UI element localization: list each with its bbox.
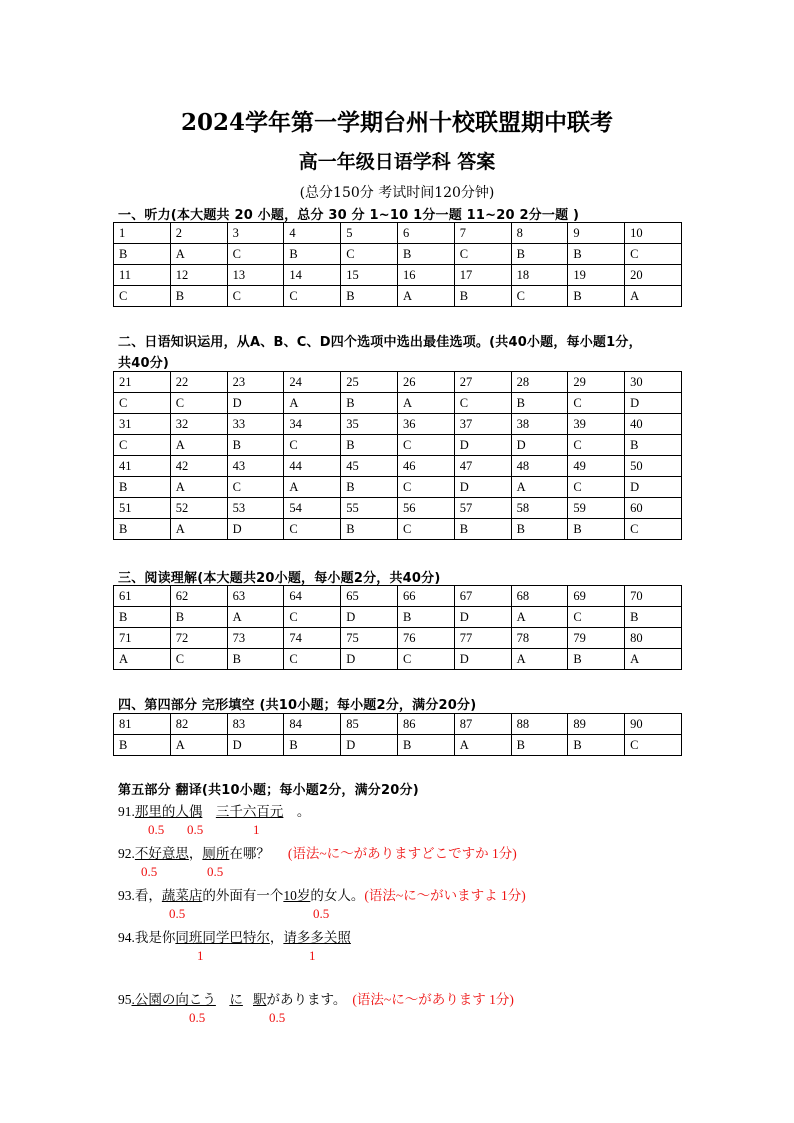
answer-cell: B — [114, 607, 171, 628]
question-number-cell: 51 — [114, 498, 171, 519]
q95-score-2: 0.5 — [269, 1010, 286, 1025]
answer-cell: D — [454, 435, 511, 456]
answer-cell: D — [454, 477, 511, 498]
question-number-row — [114, 265, 682, 286]
section-3-table — [113, 585, 682, 670]
question-number-cell: 52 — [170, 498, 227, 519]
answer-cell: C — [170, 649, 227, 670]
answer-cell: A — [170, 244, 227, 265]
q94-part-2: 请多多关照 — [283, 930, 351, 945]
question-92: 92.不好意思，厕所在哪？ (语法~に～がありますどこですか 1分) — [118, 846, 517, 861]
q94-score-2: 1 — [309, 948, 316, 963]
question-number-cell: 78 — [511, 628, 568, 649]
answer-cell: A — [170, 477, 227, 498]
q93-grammar-note: (语法~に～がいますよ 1分) — [364, 888, 526, 903]
question-number-cell: 41 — [114, 456, 171, 477]
section-4-heading: 四、第四部分 完形填空 (共10小题；每小题2分，满分20分) — [118, 698, 477, 713]
answer-cell: D — [341, 649, 398, 670]
answer-cell: B — [454, 286, 511, 307]
question-number-cell: 57 — [454, 498, 511, 519]
question-number-cell: 83 — [227, 714, 284, 735]
question-number-cell: 43 — [227, 456, 284, 477]
q93-score-2: 0.5 — [313, 906, 330, 921]
question-number-cell: 47 — [454, 456, 511, 477]
q95-part-3: 駅 — [253, 992, 267, 1007]
q92-score-1: 0.5 — [141, 864, 158, 879]
answer-cell: B — [114, 477, 171, 498]
question-number-cell: 22 — [170, 372, 227, 393]
question-number-cell: 80 — [625, 628, 682, 649]
q92-grammar-note: (语法~に～がありますどこですか 1分) — [287, 846, 517, 861]
answer-row — [114, 607, 682, 628]
answer-cell: B — [397, 244, 454, 265]
question-number-cell: 61 — [114, 586, 171, 607]
question-number-row — [114, 586, 682, 607]
answer-cell: B — [170, 607, 227, 628]
answer-cell: C — [227, 477, 284, 498]
answer-cell: D — [625, 477, 682, 498]
question-number-cell: 31 — [114, 414, 171, 435]
answer-cell: C — [341, 244, 398, 265]
answer-cell: C — [397, 519, 454, 540]
page-title: 2024学年第一学期台州十校联盟期中联考 — [180, 109, 613, 136]
answer-cell: C — [568, 435, 625, 456]
q92-score-2: 0.5 — [207, 864, 224, 879]
question-number-cell: 53 — [227, 498, 284, 519]
question-number-cell: 36 — [397, 414, 454, 435]
answer-cell: B — [511, 393, 568, 414]
question-number-cell: 1 — [114, 223, 171, 244]
answer-cell: B — [341, 286, 398, 307]
answer-cell: D — [511, 435, 568, 456]
question-number-cell: 14 — [284, 265, 341, 286]
answer-cell: C — [397, 649, 454, 670]
answer-row — [114, 393, 682, 414]
answer-cell: C — [114, 286, 171, 307]
answer-cell: D — [341, 607, 398, 628]
answer-cell: C — [625, 519, 682, 540]
question-number-cell: 67 — [454, 586, 511, 607]
question-number-row — [114, 372, 682, 393]
question-91: 91.那里的人偶 三千六百元 。 — [118, 804, 311, 819]
answer-cell: D — [341, 735, 398, 756]
q91-part-2: 三千六百元 — [215, 804, 284, 819]
section-4-table — [113, 713, 682, 756]
question-number-cell: 13 — [227, 265, 284, 286]
question-number-cell: 16 — [397, 265, 454, 286]
answer-cell: B — [341, 519, 398, 540]
answer-cell: B — [170, 286, 227, 307]
answer-cell: B — [568, 519, 625, 540]
answer-row — [114, 649, 682, 670]
question-number-cell: 29 — [568, 372, 625, 393]
question-number-cell: 20 — [625, 265, 682, 286]
answer-cell: B — [511, 735, 568, 756]
question-number-cell: 39 — [568, 414, 625, 435]
question-number-cell: 86 — [397, 714, 454, 735]
answer-cell: D — [625, 393, 682, 414]
question-number-cell: 60 — [625, 498, 682, 519]
question-number-cell: 10 — [625, 223, 682, 244]
question-number-row — [114, 414, 682, 435]
answer-cell: B — [114, 244, 171, 265]
answer-cell: C — [114, 435, 171, 456]
question-number-cell: 62 — [170, 586, 227, 607]
answer-cell: A — [170, 735, 227, 756]
question-number-cell: 46 — [397, 456, 454, 477]
question-number-row — [114, 456, 682, 477]
q91-score-2: 0.5 — [187, 822, 204, 837]
answer-cell: D — [227, 519, 284, 540]
question-number-cell: 84 — [284, 714, 341, 735]
answer-cell: C — [284, 607, 341, 628]
question-number-cell: 54 — [284, 498, 341, 519]
question-number-cell: 74 — [284, 628, 341, 649]
question-number-cell: 50 — [625, 456, 682, 477]
answer-cell: C — [227, 244, 284, 265]
section-1-heading: 一、听力(本大题共 20 小题，总分 30 分 1~10 1分一题 11~20 2分一题 ) — [118, 208, 580, 223]
answer-cell: C — [114, 393, 171, 414]
q95-grammar-note: (语法~に～があります 1分) — [352, 992, 514, 1007]
answer-cell: B — [341, 393, 398, 414]
answer-row — [114, 735, 682, 756]
question-number-cell: 89 — [568, 714, 625, 735]
question-number-cell: 49 — [568, 456, 625, 477]
question-number-cell: 34 — [284, 414, 341, 435]
question-number-cell: 81 — [114, 714, 171, 735]
answer-cell: C — [454, 393, 511, 414]
answer-cell: C — [397, 435, 454, 456]
question-number-cell: 40 — [625, 414, 682, 435]
answer-row — [114, 244, 682, 265]
answer-cell: B — [227, 649, 284, 670]
question-number-row — [114, 498, 682, 519]
question-number-cell: 15 — [341, 265, 398, 286]
answer-cell: B — [568, 244, 625, 265]
question-number-cell: 19 — [568, 265, 625, 286]
q92-part-1: 不好意思 — [134, 846, 189, 861]
answer-cell: C — [284, 286, 341, 307]
answer-row — [114, 477, 682, 498]
answer-cell: C — [454, 244, 511, 265]
question-number-cell: 73 — [227, 628, 284, 649]
question-number-cell: 85 — [341, 714, 398, 735]
question-number-row — [114, 628, 682, 649]
question-number-cell: 21 — [114, 372, 171, 393]
section-2-table — [113, 371, 682, 540]
q95-score-1: 0.5 — [189, 1010, 206, 1025]
question-number-cell: 77 — [454, 628, 511, 649]
question-number-cell: 17 — [454, 265, 511, 286]
question-number-cell: 4 — [284, 223, 341, 244]
question-number-cell: 2 — [170, 223, 227, 244]
question-number-cell: 42 — [170, 456, 227, 477]
question-number-cell: 27 — [454, 372, 511, 393]
answer-cell: B — [568, 735, 625, 756]
question-number-cell: 45 — [341, 456, 398, 477]
q91-score-3: 1 — [253, 822, 260, 837]
answer-cell: B — [454, 519, 511, 540]
answer-cell: C — [568, 607, 625, 628]
question-number-cell: 3 — [227, 223, 284, 244]
answer-cell: C — [625, 244, 682, 265]
section-2-heading: 二、日语知识运用，从A、B、C、D四个选项中选出最佳选项。(共40小题，每小题1分， — [118, 335, 642, 350]
answer-cell: B — [227, 435, 284, 456]
question-number-cell: 72 — [170, 628, 227, 649]
question-number-cell: 6 — [397, 223, 454, 244]
question-number-cell: 11 — [114, 265, 171, 286]
question-number-cell: 44 — [284, 456, 341, 477]
answer-cell: B — [114, 735, 171, 756]
question-number-cell: 18 — [511, 265, 568, 286]
q92-part-2: 厕所 — [202, 846, 230, 861]
answer-cell: A — [114, 649, 171, 670]
answer-cell: C — [511, 286, 568, 307]
answer-cell: A — [511, 649, 568, 670]
q95-part-2: に — [229, 992, 243, 1007]
question-number-cell: 63 — [227, 586, 284, 607]
question-number-row — [114, 714, 682, 735]
answer-cell: A — [284, 393, 341, 414]
question-number-cell: 25 — [341, 372, 398, 393]
answer-cell: C — [284, 435, 341, 456]
answer-row — [114, 286, 682, 307]
answer-cell: B — [341, 435, 398, 456]
question-number-cell: 28 — [511, 372, 568, 393]
answer-cell: D — [454, 649, 511, 670]
q94-score-1: 1 — [197, 948, 204, 963]
question-number-cell: 7 — [454, 223, 511, 244]
question-number-cell: 88 — [511, 714, 568, 735]
question-number-cell: 69 — [568, 586, 625, 607]
question-number-cell: 12 — [170, 265, 227, 286]
answer-cell: D — [227, 393, 284, 414]
answer-cell: B — [397, 735, 454, 756]
question-number-cell: 90 — [625, 714, 682, 735]
answer-row — [114, 519, 682, 540]
answer-cell: B — [114, 519, 171, 540]
question-number-cell: 82 — [170, 714, 227, 735]
question-number-cell: 75 — [341, 628, 398, 649]
question-number-cell: 56 — [397, 498, 454, 519]
answer-cell: B — [284, 244, 341, 265]
answer-cell: A — [625, 286, 682, 307]
question-number-cell: 32 — [170, 414, 227, 435]
answer-cell: C — [397, 477, 454, 498]
answer-cell: A — [454, 735, 511, 756]
q94-part-1: 同班同学巴特尔 — [175, 930, 270, 945]
question-number-cell: 33 — [227, 414, 284, 435]
q91-score-1: 0.5 — [148, 822, 165, 837]
section-3-heading: 三、阅读理解(本大题共20小题，每小题2分，共40分) — [118, 571, 441, 586]
answer-cell: C — [568, 477, 625, 498]
question-94: 94.我是你同班同学巴特尔，请多多关照 — [118, 930, 351, 945]
answer-cell: A — [511, 607, 568, 628]
question-number-cell: 58 — [511, 498, 568, 519]
question-number-cell: 23 — [227, 372, 284, 393]
question-number-cell: 24 — [284, 372, 341, 393]
question-number-cell: 79 — [568, 628, 625, 649]
answer-cell: A — [511, 477, 568, 498]
q93-part-1: 蔬菜店 — [161, 888, 203, 903]
question-number-cell: 66 — [397, 586, 454, 607]
question-number-cell: 71 — [114, 628, 171, 649]
answer-cell: C — [284, 649, 341, 670]
answer-cell: B — [511, 519, 568, 540]
answer-row — [114, 435, 682, 456]
answer-cell: D — [227, 735, 284, 756]
question-number-cell: 55 — [341, 498, 398, 519]
answer-cell: A — [170, 435, 227, 456]
answer-cell: C — [284, 519, 341, 540]
question-number-cell: 9 — [568, 223, 625, 244]
question-number-cell: 64 — [284, 586, 341, 607]
question-number-cell: 87 — [454, 714, 511, 735]
question-number-cell: 37 — [454, 414, 511, 435]
question-number-cell: 8 — [511, 223, 568, 244]
answer-cell: A — [397, 393, 454, 414]
section-5-heading: 第五部分 翻译(共10小题；每小题2分，满分20分) — [118, 783, 419, 798]
answer-cell: C — [625, 735, 682, 756]
answer-cell: C — [170, 393, 227, 414]
q93-score-1: 0.5 — [169, 906, 186, 921]
answer-cell: A — [625, 649, 682, 670]
question-number-cell: 48 — [511, 456, 568, 477]
section-1-table — [113, 222, 682, 307]
answer-cell: D — [454, 607, 511, 628]
answer-cell: C — [227, 286, 284, 307]
question-number-cell: 70 — [625, 586, 682, 607]
answer-cell: B — [625, 435, 682, 456]
answer-cell: C — [568, 393, 625, 414]
question-95: 95.公園の向こう に 駅があります。 (语法~に～があります 1分) — [118, 992, 514, 1007]
answer-cell: A — [227, 607, 284, 628]
question-number-cell: 76 — [397, 628, 454, 649]
question-number-cell: 30 — [625, 372, 682, 393]
answer-cell: A — [397, 286, 454, 307]
section-2-heading-cont: 共40分) — [118, 356, 170, 371]
question-number-cell: 68 — [511, 586, 568, 607]
answer-cell: A — [284, 477, 341, 498]
answer-cell: B — [284, 735, 341, 756]
question-number-cell: 26 — [397, 372, 454, 393]
answer-cell: B — [511, 244, 568, 265]
question-number-row — [114, 223, 682, 244]
answer-cell: B — [397, 607, 454, 628]
answer-cell: B — [625, 607, 682, 628]
question-number-cell: 38 — [511, 414, 568, 435]
question-number-cell: 5 — [341, 223, 398, 244]
question-number-cell: 65 — [341, 586, 398, 607]
exam-meta: (总分150分 考试时间120分钟) — [299, 185, 495, 201]
question-number-cell: 59 — [568, 498, 625, 519]
answer-cell: A — [170, 519, 227, 540]
page-subtitle: 高一年级日语学科 答案 — [298, 151, 496, 173]
question-93: 93.看，蔬菜店的外面有一个10岁的女人。(语法~に～がいますよ 1分) — [118, 888, 526, 903]
answer-cell: B — [568, 649, 625, 670]
answer-cell: B — [568, 286, 625, 307]
answer-cell: B — [341, 477, 398, 498]
q93-part-2: 10岁 — [283, 888, 311, 903]
q91-part-1: 那里的人偶 — [134, 804, 203, 819]
question-number-cell: 35 — [341, 414, 398, 435]
q95-part-1: .公園の向こう — [131, 992, 216, 1007]
